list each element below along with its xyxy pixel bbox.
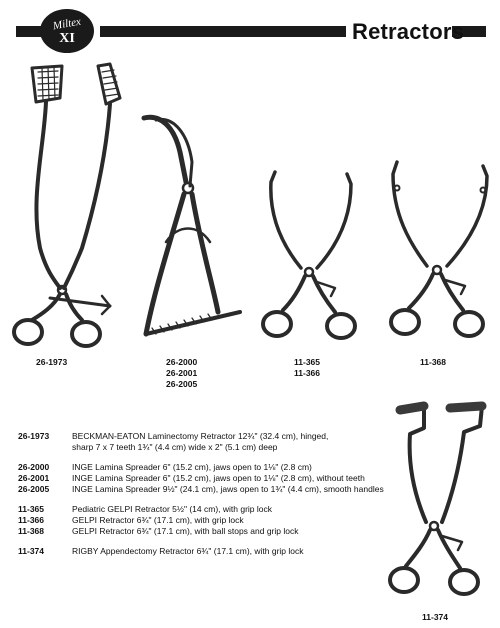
list-item [18,484,388,495]
list-item [18,431,388,453]
item-description: RIGBY Appendectomy Retractor 6¾" (17.1 cm), with grip lock [72,546,304,556]
list-item [18,515,388,526]
beckman-eaton-retractor-illustration [10,58,130,358]
brand-logo-icon [40,9,94,53]
figure-label: 11-365 [294,357,320,367]
figure-label: 26-2000 [166,357,198,367]
inge-lamina-spreader-illustration [130,112,250,342]
item-code: 11-374 [18,546,44,556]
figure-label: 11-366 [294,368,320,378]
item-description: INGE Lamina Spreader 6" (15.2 cm), jaws open to 1⅛" (2.8 cm) [72,462,312,472]
header-rule-left [16,26,42,37]
item-description: INGE Lamina Spreader 6" (15.2 cm), jaws open to 1⅛" (2.8 cm), without teeth [72,473,365,483]
list-gap [18,537,388,546]
item-code: 26-2005 [18,484,50,494]
figure-label: 11-374 [422,612,448,622]
list-gap [18,453,388,462]
item-code: 26-2001 [18,473,50,483]
header-rule-middle [100,26,346,37]
figure-label: 26-2001 [166,368,198,378]
item-code: 11-368 [18,526,44,536]
gelpi-retractor-ball-stops-illustration [383,158,493,358]
brand-mark: XI [59,31,75,46]
list-item [18,504,388,515]
list-item [18,462,388,473]
item-code: 11-366 [18,515,44,525]
item-description: Pediatric GELPI Retractor 5½" (14 cm), with grip lock [72,504,273,514]
gelpi-retractor-illustration [255,168,365,358]
item-code: 26-2000 [18,462,50,472]
figure-label: 26-1973 [36,357,68,367]
item-description: GELPI Retractor 6¾" (17.1 cm), with grip lock [72,515,244,525]
item-description: INGE Lamina Spreader 9½" (24.1 cm), jaws open to 1¾" (4.4 cm), smooth handles [72,484,384,494]
brand-name: Miltex [52,15,82,33]
rigby-retractor-illustration [380,404,492,610]
list-item [18,473,388,484]
item-description: sharp 7 x 7 teeth 1¾" (4.4 cm) wide x 2" (5.1 cm) deep [72,442,278,452]
list-item [18,526,388,537]
item-code: 11-365 [18,504,44,514]
figure-label: 26-2005 [166,379,198,389]
list-gap [18,495,388,504]
item-description: BECKMAN-EATON Laminectomy Retractor 12¾" (32.4 cm), hinged, [72,431,329,441]
figure-label: 11-368 [420,357,446,367]
item-code: 26-1973 [18,431,50,441]
list-item [18,546,388,557]
page-title: Retractors [352,19,465,44]
catalog-list [18,431,388,557]
item-description: GELPI Retractor 6¾" (17.1 cm), with ball stops and grip lock [72,526,299,536]
